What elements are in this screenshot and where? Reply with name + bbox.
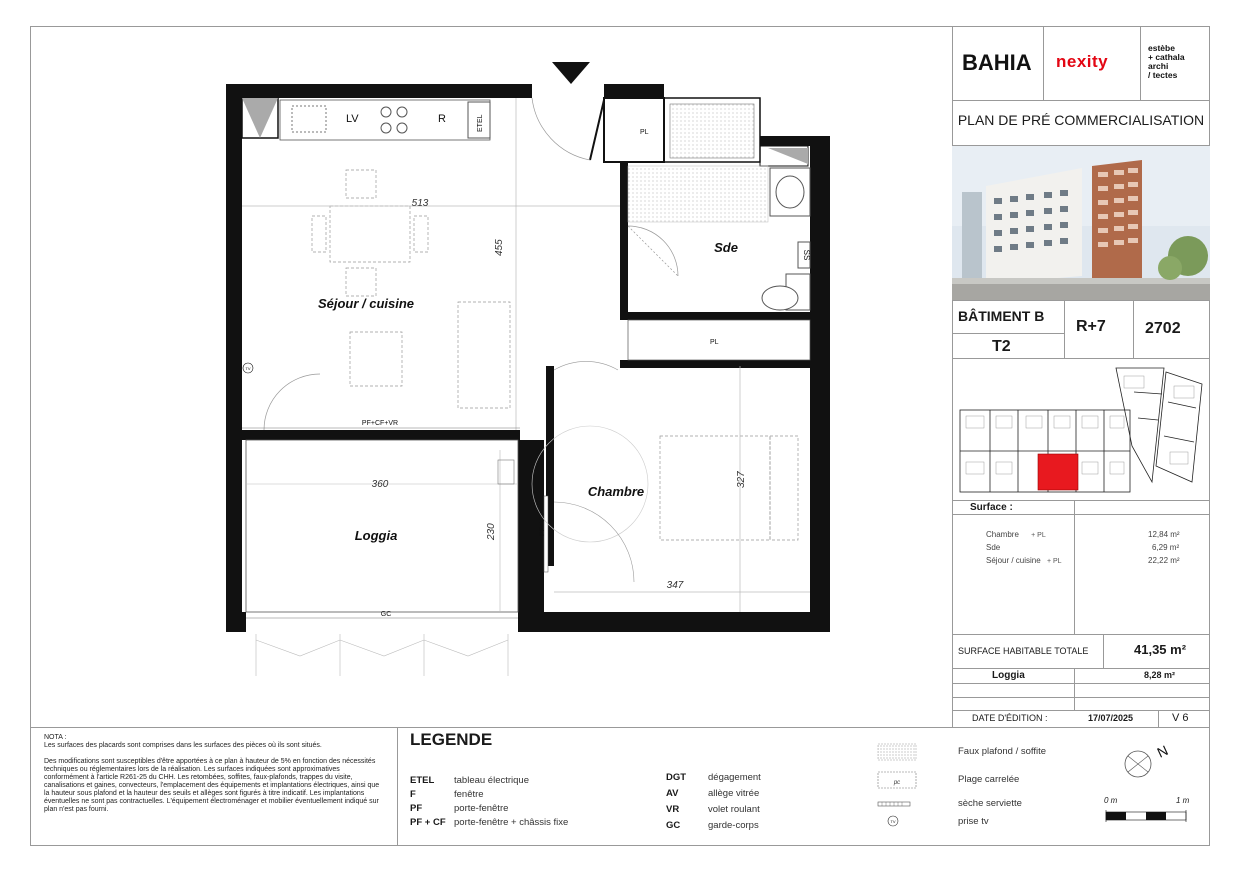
wall-pl-top: [620, 312, 810, 320]
edition-label: DATE D'ÉDITION :: [972, 713, 1048, 723]
fixture-tv: TV: [245, 366, 251, 371]
plan-title: PLAN DE PRÉ COMMERCIALISATION: [957, 112, 1205, 128]
wall-south-chambre: [544, 612, 830, 632]
wall-north-mid: [604, 84, 664, 98]
unit-number: 2702: [1145, 320, 1181, 337]
wall-pl-bottom: [620, 360, 810, 368]
building-label: BÂTIMENT B: [958, 308, 1045, 324]
surface-row-sde: Sde: [986, 543, 1001, 552]
nota-body: Des modifications sont susceptibles d'être apportées à ce plan à hauteur de 5% en fonction des nécessités techniques ou réglementaires lors de la réalisation. Les surfaces indiquées sont approximatives conformément à l'article R261-25 du CHH. Les retombées, soffites, faux-plafonds, trappes du visite, canalisations et gaines, convecteurs, l'emplacement des équipements et implantations électriques, ainsi que la hauteur sous plafond et la hauteur des seuils et allèges sont figurés à titre indicatif. Les implantations éventuelles ne sont pas contractuelles. L'équipement électroménager et mobilier éventuellement indiqué sur plan n'est pas fourni.: [44, 758, 380, 813]
loggia-label: Loggia: [992, 670, 1025, 681]
wall-sw-corner: [226, 612, 246, 632]
north-letter: N: [1154, 742, 1171, 761]
nexity-logo: nexity: [1056, 52, 1109, 71]
wall-sde-west: [620, 162, 628, 312]
fixture-pl-mid: PL: [710, 339, 719, 346]
dim-327: 327: [736, 471, 747, 488]
fixture-lv: LV: [346, 113, 359, 125]
room-label-sejour: Séjour / cuisine: [317, 296, 415, 311]
dim-230: 230: [486, 523, 497, 540]
legend-symbol-label-1: Faux plafond / soffite: [958, 746, 1047, 757]
dim-360: 360: [371, 479, 389, 490]
wall-sejour-loggia: [242, 430, 520, 440]
wall-east: [810, 136, 830, 632]
total-surface-label: SURFACE HABITABLE TOTALE: [958, 646, 1089, 656]
legend-symbol-label-3: sèche serviette: [958, 798, 1022, 809]
surface-row-chambre: Chambre + PL: [986, 530, 1046, 539]
dim-347: 347: [666, 580, 684, 591]
edition-version: V 6: [1172, 712, 1189, 724]
floor-plan: [220, 56, 840, 686]
dim-455: 455: [494, 239, 505, 256]
fixture-r: R: [438, 113, 446, 125]
legend-symbols: [874, 742, 918, 832]
wall-west: [226, 84, 242, 632]
fixture-pl-top: PL: [640, 129, 649, 136]
hatched-ceiling-icon: [878, 744, 916, 760]
opening-gc: GC: [380, 611, 392, 618]
legend-symbol-label-4: prise tv: [958, 816, 989, 827]
fixture-ss: SS: [802, 249, 811, 261]
surface-heading: Surface :: [970, 502, 1013, 513]
entrance-arrow-icon: [552, 62, 590, 84]
scale-bar: [1104, 810, 1190, 824]
room-label-chambre: Chambre: [587, 484, 645, 499]
legend-symbol-label-2: Plage carrelée: [958, 774, 1020, 785]
scale-end: 1 m: [1176, 796, 1190, 805]
surface-value-sde: 6,29 m²: [1152, 543, 1180, 552]
svg-text:TV: TV: [890, 819, 896, 824]
legend-col2: DGT dégagement AV allège vitrée VR volet roulant GC garde-corps: [666, 772, 761, 831]
north-arrow-icon: [1118, 742, 1178, 782]
project-name: BAHIA: [962, 50, 1032, 75]
fixture-etel: ETEL: [477, 114, 484, 132]
svg-text:pc: pc: [893, 780, 901, 786]
room-label-sde: Sde: [714, 240, 738, 255]
unit-level: R+7: [1076, 318, 1106, 335]
key-plan: [956, 362, 1206, 498]
nota-line1: Les surfaces des placards sont comprises dans les surfaces des pièces où ils sont situés.: [44, 742, 322, 749]
opening-pf-vr: PF+VR: [539, 513, 546, 536]
surface-row-sejour: Séjour / cuisine + PL: [986, 556, 1062, 565]
wall-ne: [760, 136, 820, 146]
room-label-loggia: Loggia: [354, 528, 398, 543]
surface-value-chambre: 12,84 m²: [1148, 530, 1180, 539]
nota-title: NOTA :: [44, 734, 67, 741]
scale-start: 0 m: [1104, 796, 1118, 805]
loggia-value: 8,28 m²: [1144, 670, 1176, 680]
nota-block: [44, 734, 384, 814]
architect-logo: estèbe + cathala archi / tectes: [1148, 43, 1185, 80]
total-surface-value: 41,35 m²: [1134, 642, 1187, 657]
legend-title: LEGENDE: [410, 730, 493, 749]
unit-type: T2: [992, 338, 1011, 355]
building-render-image: [952, 146, 1210, 300]
unit-highlight: [1038, 454, 1078, 490]
opening-pf-cf-vr: PF+CF+VR: [361, 420, 399, 427]
dim-513: 513: [411, 198, 429, 209]
surface-value-sejour: 22,22 m²: [1148, 556, 1180, 565]
legend-col1: ETEL tableau électrique F fenêtre PF porte-fenêtre PF + CF porte-fenêtre + châssis fixe: [410, 775, 569, 828]
wall-north-left: [226, 84, 532, 98]
edition-date: 17/07/2025: [1088, 713, 1134, 723]
